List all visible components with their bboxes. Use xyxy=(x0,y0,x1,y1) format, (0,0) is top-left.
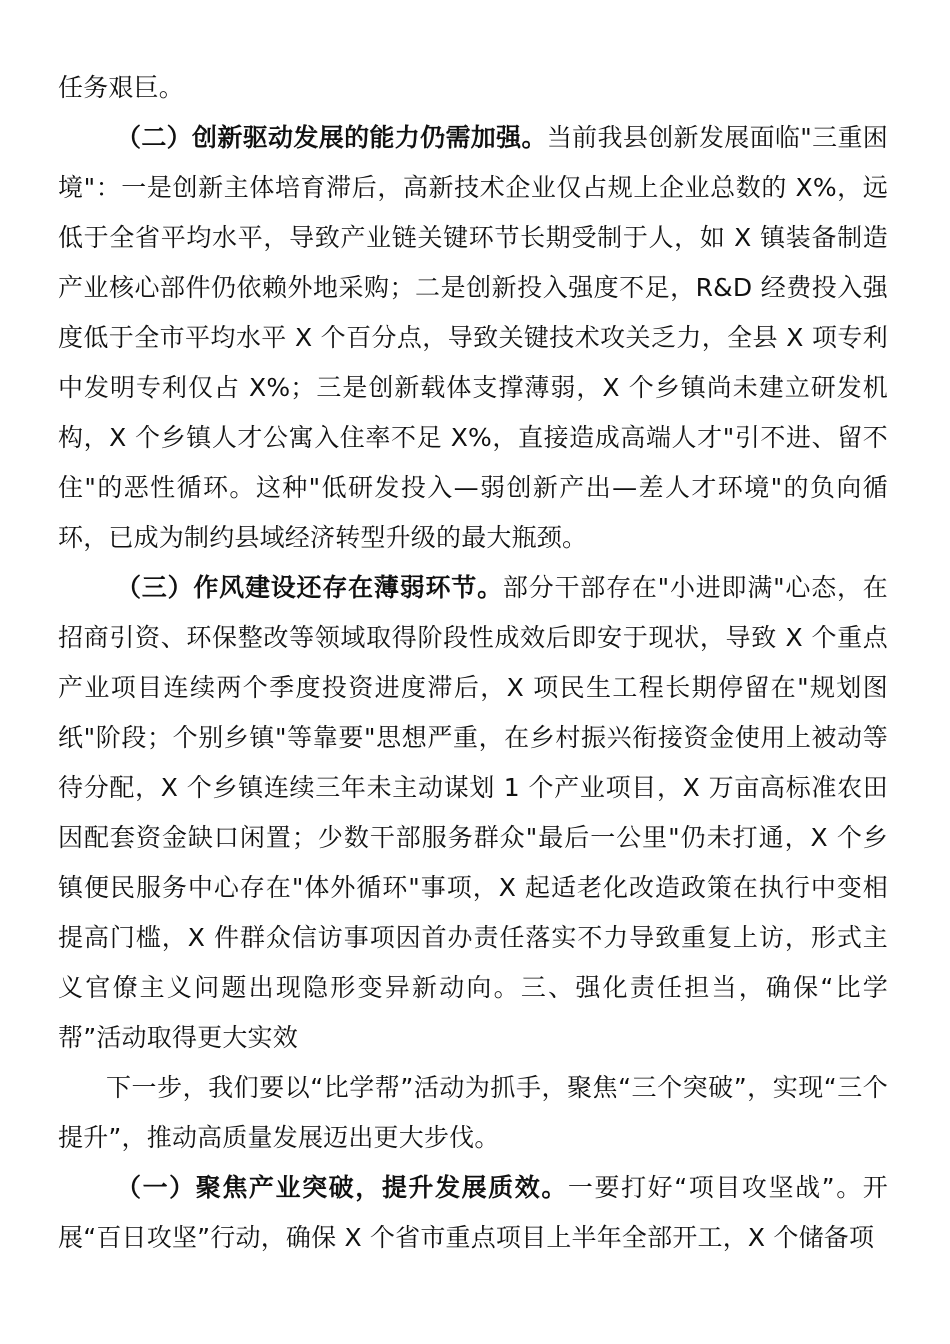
section-heading-industry: （一）聚焦产业突破，提升发展质效。 xyxy=(116,1173,568,1202)
paragraph-innovation xyxy=(58,113,888,563)
section-heading-innovation: （二）创新驱动发展的能力仍需加强。 xyxy=(116,123,547,152)
paragraph-next-steps xyxy=(58,1063,888,1163)
section-heading-work-style: （三）作风建设还存在薄弱环节。 xyxy=(116,573,503,602)
paragraph-work-style xyxy=(58,563,888,1063)
paragraph-continuation xyxy=(58,63,888,113)
paragraph-industry xyxy=(58,1163,888,1263)
paragraph-text: 任务艰巨。 xyxy=(58,73,185,102)
paragraph-text: 部分干部存在"小进即满"心态，在招商引资、环保整改等领域取得阶段性成效后即安于现状，导致 X 个重点产业项目连续两个季度投资进度滞后，X 项民生工程长期停留在"规划图纸"阶段；个别乡镇"等靠要"思想严重，在乡村振兴衔接资金使用上被动等待分配，X 个乡镇连续三年未主动谋划 1 个产业项目，X 万亩高标准农田因配套资金缺口闲置；少数干部服务群众"最后一公里"仍未打通，X 个乡镇便民服务中心存在"体外循环"事项，X 起适老化改造政策在执行中变相提高门槛，X 件群众信访事项因首办责任落实不力导致重复上访，形式主义官僚主义问题出现隐形变异新动向。三、强化责任担当，确保“比学帮”活动取得更大实效 xyxy=(58,573,888,1052)
paragraph-text: 当前我县创新发展面临"三重困境"：一是创新主体培育滞后，高新技术企业仅占规上企业总数的 X%，远低于全省平均水平，导致产业链关键环节长期受制于人，如 X 镇装备制造产业核心部件仍依赖外地采购；二是创新投入强度不足，R&D 经费投入强度低于全市平均水平 X 个百分点，导致关键技术攻关乏力，全县 X 项专利中发明专利仅占 X%；三是创新载体支撑薄弱，X 个乡镇尚未建立研发机构，X 个乡镇人才公寓入住率不足 X%，直接造成高端人才"引不进、留不住"的恶性循环。这种"低研发投入—弱创新产出—差人才环境"的负向循环，已成为制约县域经济转型升级的最大瓶颈。 xyxy=(58,123,888,552)
paragraph-text: 下一步，我们要以“比学帮”活动为抓手，聚焦“三个突破”，实现“三个提升”，推动高质量发展迈出更大步伐。 xyxy=(58,1073,888,1152)
paragraph-text: 一要打好“项目攻坚战”。开展“百日攻坚”行动，确保 X 个省市重点项目上半年全部开工，X 个储备项 xyxy=(58,1173,888,1252)
